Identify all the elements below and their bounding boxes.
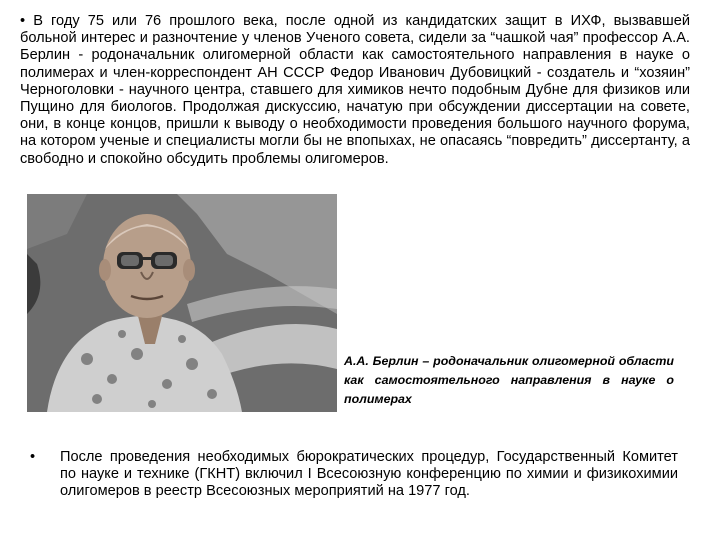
intro-paragraph: • В году 75 или 76 прошлого века, после одной из кандидатских защит в ИХФ, вызвавшей больной интерес и разночтение у членов Ученого совета, сидели за “чашкой чая” профессор А.А. Берлин - родоначальник олигомерной области как самостоятельного направления в науке о полимерах и член-корреспондент АН СССР Федор Иванович Дубовицкий - создатель и “хозяин” Черноголовки - научного центра, ставшего для химиков нечто подобным Дубне для физиков или Пущино для биологов. Продолжая дискуссию, начатую при обсуждении диссертации на совете, они, в конце концов, пришли к выводу о необходимости проведения большого научного форума, на котором ученые и специалисты могли бы не впопыхах, не опасаясь “повредить” диссертанту, а свободно и спокойно обсудить проблемы олигомеров. <box>20 13 690 167</box>
bullet-text: После проведения необходимых бюрократических процедур, Государственный Комитет по науке и технике (ГКНТ) включил I Всесоюзную конференцию по химии и физикохимии олигомеров в реестр Всесоюзных мероприятий на 1977 год. <box>60 449 678 499</box>
portrait-photo-berlin <box>27 194 337 412</box>
photo-caption: А.А. Берлин – родоначальник олигомерной области как самостоятельного направления в науке о полимерах <box>344 354 674 406</box>
bullet-marker: • <box>30 449 36 465</box>
